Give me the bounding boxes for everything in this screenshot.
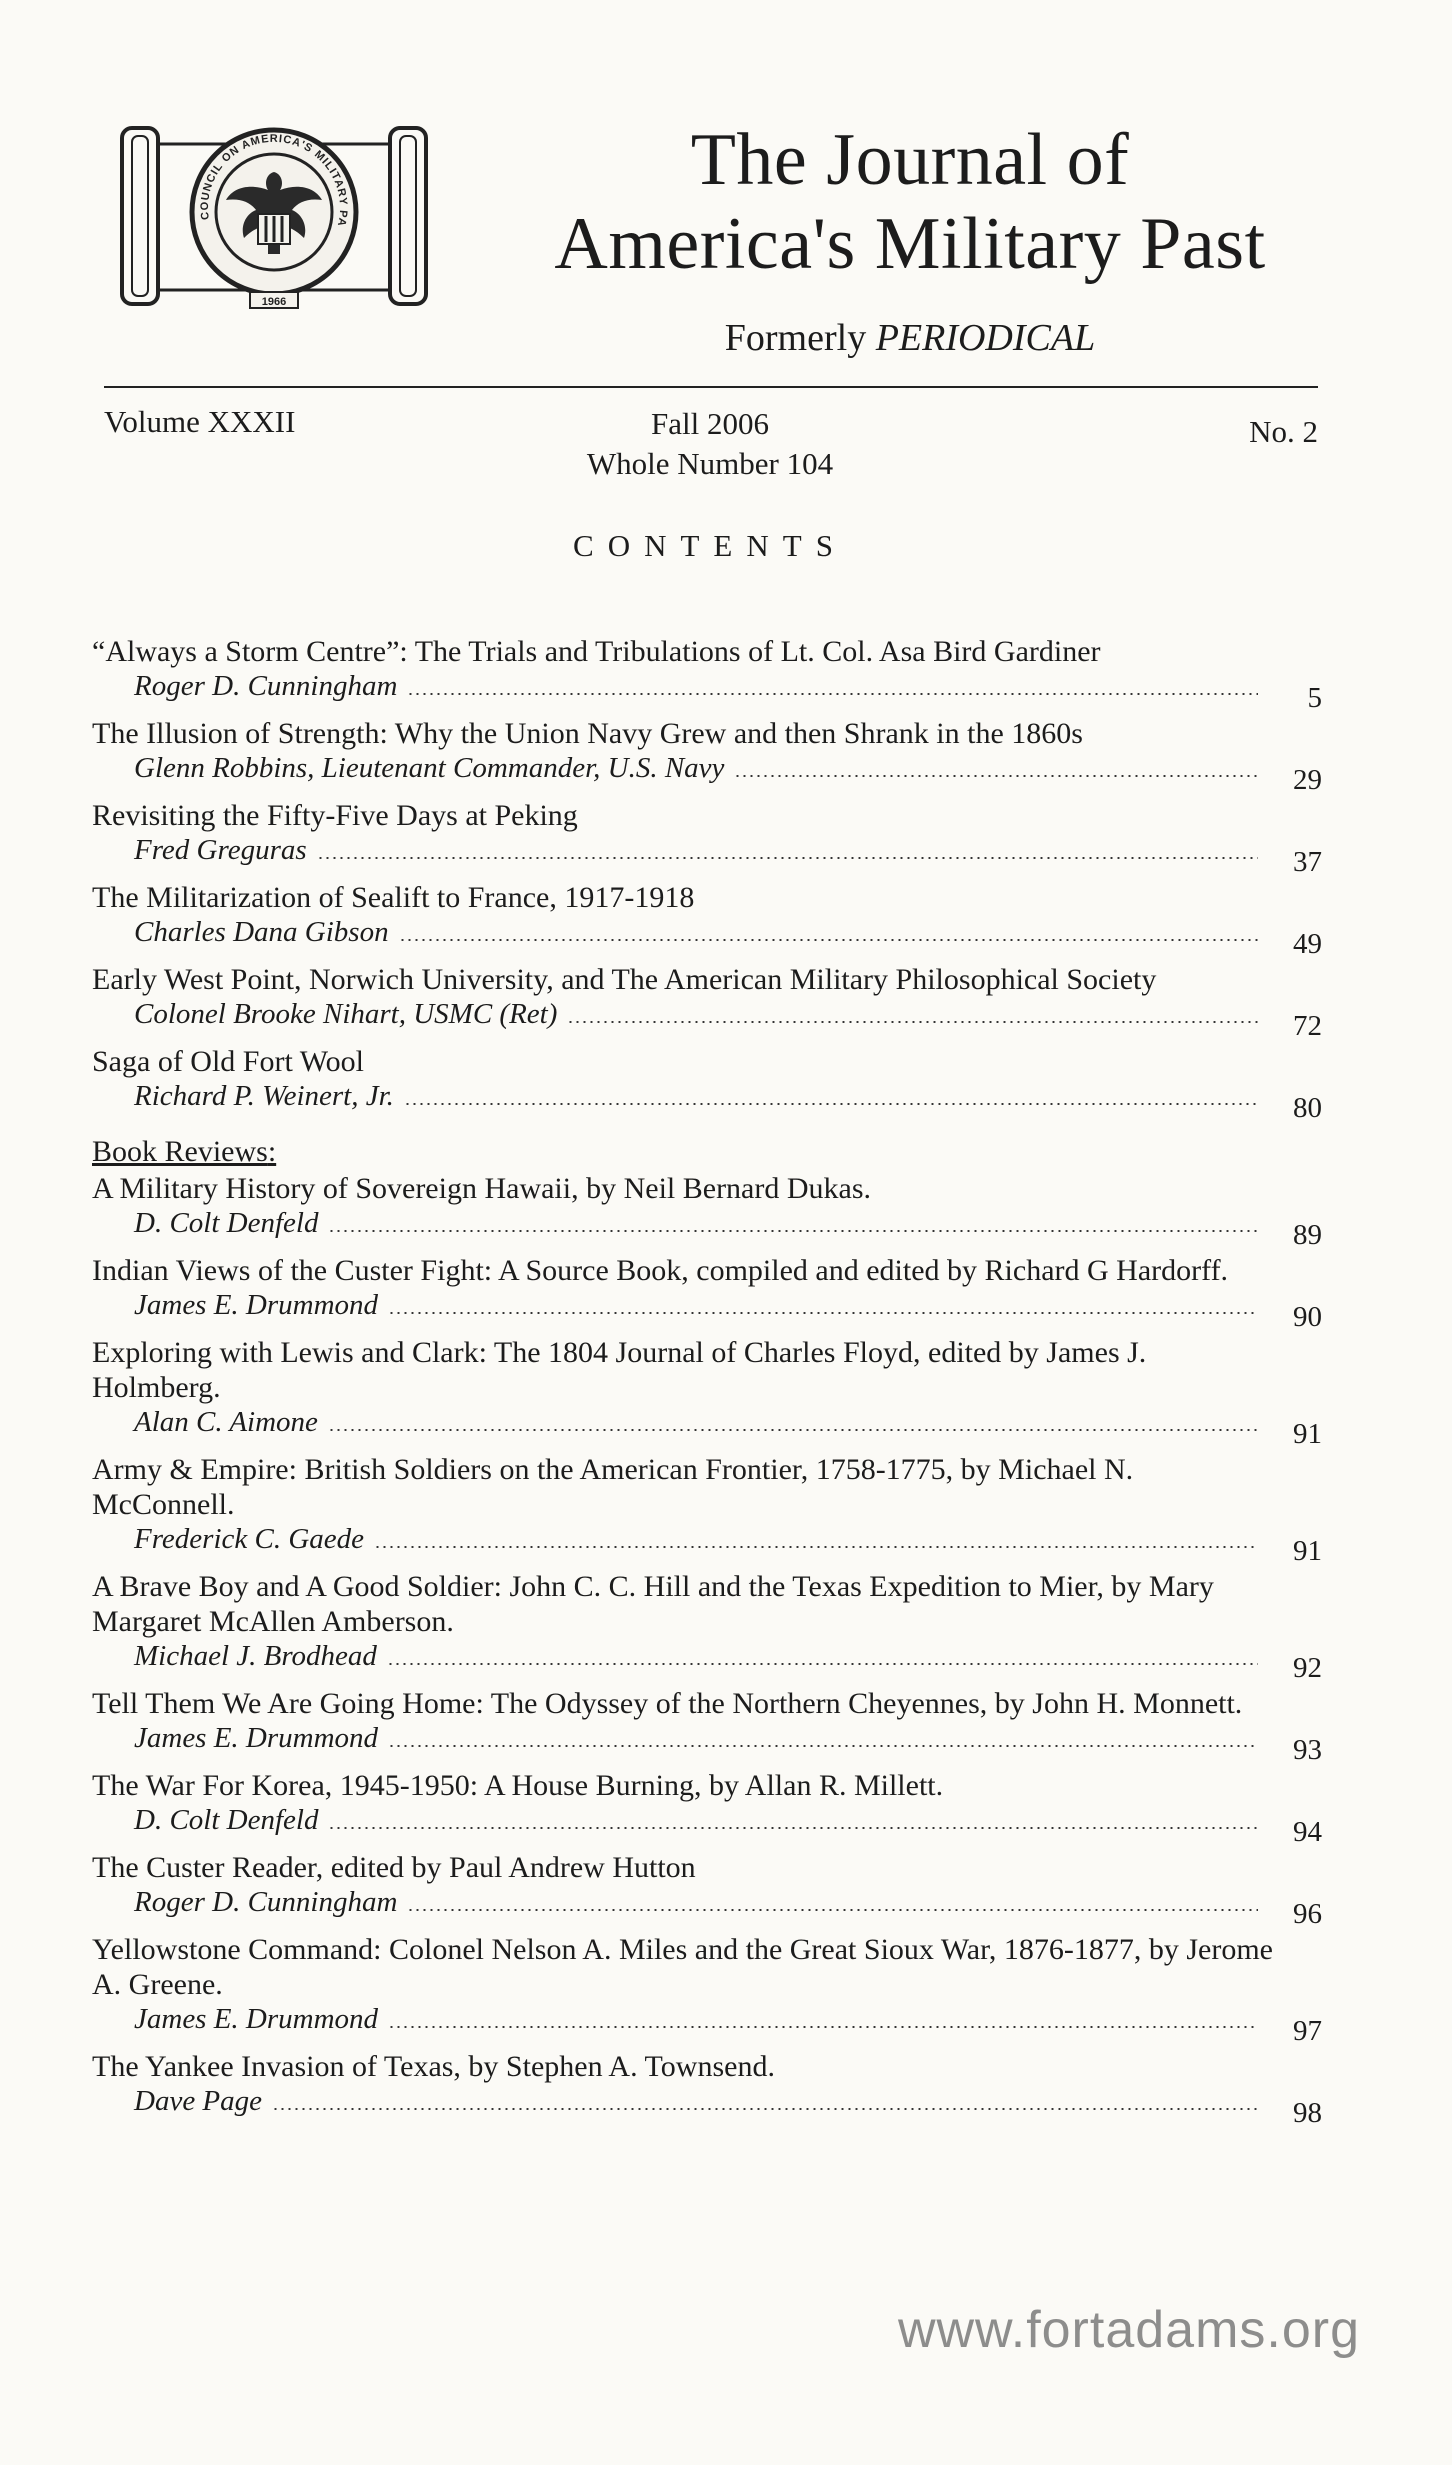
entry-page-number: 91 (1293, 1418, 1322, 1450)
entry-page-number: 90 (1293, 1301, 1322, 1333)
entry-author-line (92, 1405, 1322, 1450)
table-of-contents (92, 634, 1322, 2131)
dot-leader (399, 939, 1258, 941)
entry-author-line (92, 1206, 1322, 1251)
toc-entry (92, 880, 1322, 960)
dot-leader (328, 1429, 1258, 1431)
dot-leader (567, 1021, 1258, 1023)
entry-title: Saga of Old Fort Wool (92, 1045, 365, 1078)
entry-author: Colonel Brooke Nihart, USMC (Ret) (134, 998, 558, 1030)
entry-author: Glenn Robbins, Lieutenant Commander, U.S. Navy (134, 752, 725, 784)
watermark-url: www.fortadams.org (897, 2301, 1360, 2359)
entry-author: Richard P. Weinert, Jr. (134, 1080, 394, 1112)
entry-page-number: 93 (1293, 1734, 1322, 1766)
entry-page-number: 97 (1293, 2015, 1322, 2047)
seal-year: 1966 (261, 296, 287, 308)
entry-page-number: 94 (1293, 1816, 1322, 1848)
entry-page-number: 91 (1293, 1535, 1322, 1567)
entry-author-line (92, 1721, 1322, 1766)
entry-page-number: 72 (1293, 1010, 1322, 1042)
entry-author: Fred Greguras (134, 834, 307, 866)
entry-page-number: 29 (1293, 764, 1322, 796)
dot-leader (388, 1312, 1258, 1314)
entry-author-line (92, 2002, 1322, 2047)
journal-title-line-1: The Journal of (690, 119, 1130, 201)
entry-author-line (92, 1522, 1322, 1567)
dot-leader (328, 1827, 1258, 1829)
toc-entry (92, 1171, 1322, 1251)
dot-leader (387, 1663, 1258, 1665)
dot-leader (388, 1745, 1258, 1747)
header-divider (104, 386, 1318, 388)
articles-list (92, 634, 1322, 1124)
toc-entry (92, 1932, 1322, 2047)
entry-author: James E. Drummond (134, 2003, 379, 2035)
issue-number: No. 2 (1249, 414, 1318, 449)
volume-label: Volume XXXII (104, 404, 296, 439)
entry-author-line (92, 669, 1322, 714)
entry-author: Roger D. Cunningham (134, 670, 398, 702)
entry-page-number: 98 (1293, 2097, 1322, 2129)
toc-entry (92, 962, 1322, 1042)
entry-author: Dave Page (134, 2085, 263, 2117)
entry-page-number: 80 (1293, 1092, 1322, 1124)
entry-author: Alan C. Aimone (134, 1406, 318, 1438)
dot-leader (328, 1230, 1258, 1232)
entry-title: The Illusion of Strength: Why the Union Navy Grew and then Shrank in the 1860s (92, 717, 1083, 750)
issue-season: Fall 2006 (651, 406, 769, 441)
contents-heading: CONTENTS (573, 528, 847, 563)
entry-title: “Always a Storm Centre”: The Trials and Tribulations of Lt. Col. Asa Bird Gardiner (92, 635, 1101, 668)
entry-author-line (92, 1885, 1322, 1930)
issue-info (490, 404, 930, 484)
entry-author: Charles Dana Gibson (134, 916, 389, 948)
entry-author: D. Colt Denfeld (134, 1207, 319, 1239)
book-reviews-heading: Book Reviews: (92, 1135, 277, 1168)
toc-entry (92, 1569, 1322, 1684)
entry-title: Revisiting the Fifty-Five Days at Peking (92, 799, 578, 832)
entry-title: The Militarization of Sealift to France, 1917-1918 (92, 881, 695, 914)
entry-title: Tell Them We Are Going Home: The Odyssey of the Northern Cheyennes, by John H. Monnett. (92, 1687, 1243, 1720)
entry-author-line (92, 1288, 1322, 1333)
entry-author-line (92, 915, 1322, 960)
journal-title-line-2: America's Military Past (554, 203, 1266, 285)
entry-title: A Military History of Sovereign Hawaii, by Neil Bernard Dukas. (92, 1172, 872, 1205)
entry-author: D. Colt Denfeld (134, 1804, 319, 1836)
entry-page-number: 49 (1293, 928, 1322, 960)
toc-entry (92, 1768, 1322, 1848)
entry-title: A Brave Boy and A Good Soldier: John C. C. Hill and the Texas Expedition to Mier, by Mary Margaret McAllen Amberson. (92, 1570, 1214, 1638)
entry-page-number: 89 (1293, 1219, 1322, 1251)
entry-author: Frederick C. Gaede (134, 1523, 365, 1555)
entry-title: The Yankee Invasion of Texas, by Stephen A. Townsend. (92, 2050, 775, 2083)
subtitle-prefix: Formerly (724, 317, 867, 359)
entry-title: Army & Empire: British Soldiers on the American Frontier, 1758-1775, by Michael N. McConnell. (92, 1453, 1134, 1521)
toc-entry (92, 1253, 1322, 1333)
subtitle-former-name: PERIODICAL (875, 317, 1096, 359)
entry-author-line (92, 2084, 1322, 2129)
entry-title: Yellowstone Command: Colonel Nelson A. Miles and the Great Sioux War, 1876-1877, by Jerome A. Greene. (92, 1933, 1274, 2001)
book-reviews-list (92, 1171, 1322, 2129)
entry-author: James E. Drummond (134, 1722, 379, 1754)
entry-author-line (92, 1803, 1322, 1848)
entry-author: James E. Drummond (134, 1289, 379, 1321)
dot-leader (407, 693, 1258, 695)
entry-title: Early West Point, Norwich University, and The American Military Philosophical Society (92, 963, 1157, 996)
entry-page-number: 37 (1293, 846, 1322, 878)
council-seal-logo (118, 114, 430, 316)
dot-leader (388, 2026, 1258, 2028)
entry-author-line (92, 833, 1322, 878)
journal-title (470, 118, 1350, 286)
entry-author-line (92, 1079, 1322, 1124)
toc-entry (92, 1335, 1322, 1450)
entry-author: Michael J. Brodhead (134, 1640, 377, 1672)
entry-author-line (92, 1639, 1322, 1684)
entry-page-number: 92 (1293, 1652, 1322, 1684)
toc-entry (92, 798, 1322, 878)
toc-entry (92, 1044, 1322, 1124)
dot-leader (374, 1546, 1258, 1548)
dot-leader (734, 775, 1258, 777)
toc-entry (92, 2049, 1322, 2129)
dot-leader (272, 2108, 1258, 2110)
dot-leader (407, 1909, 1258, 1911)
journal-subtitle (470, 316, 1350, 360)
toc-entry (92, 1850, 1322, 1930)
entry-title: The War For Korea, 1945-1950: A House Burning, by Allan R. Millett. (92, 1769, 944, 1802)
entry-title: Indian Views of the Custer Fight: A Source Book, compiled and edited by Richard G Hardorff. (92, 1254, 1229, 1287)
entry-page-number: 5 (1307, 682, 1322, 714)
entry-title: The Custer Reader, edited by Paul Andrew Hutton (92, 1851, 696, 1884)
entry-author-line (92, 751, 1322, 796)
dot-leader (404, 1103, 1258, 1105)
toc-entry (92, 1686, 1322, 1766)
dot-leader (317, 857, 1258, 859)
entry-page-number: 96 (1293, 1898, 1322, 1930)
entry-author: Roger D. Cunningham (134, 1886, 398, 1918)
entry-title: Exploring with Lewis and Clark: The 1804 Journal of Charles Floyd, edited by James J. Holmberg. (92, 1336, 1147, 1404)
issue-whole-number: Whole Number 104 (586, 446, 834, 481)
seal-text: COUNCIL ON AMERICA'S MILITARY PA (198, 132, 350, 229)
entry-author-line (92, 997, 1322, 1042)
toc-entry (92, 716, 1322, 796)
toc-entry (92, 1452, 1322, 1567)
toc-entry (92, 634, 1322, 714)
